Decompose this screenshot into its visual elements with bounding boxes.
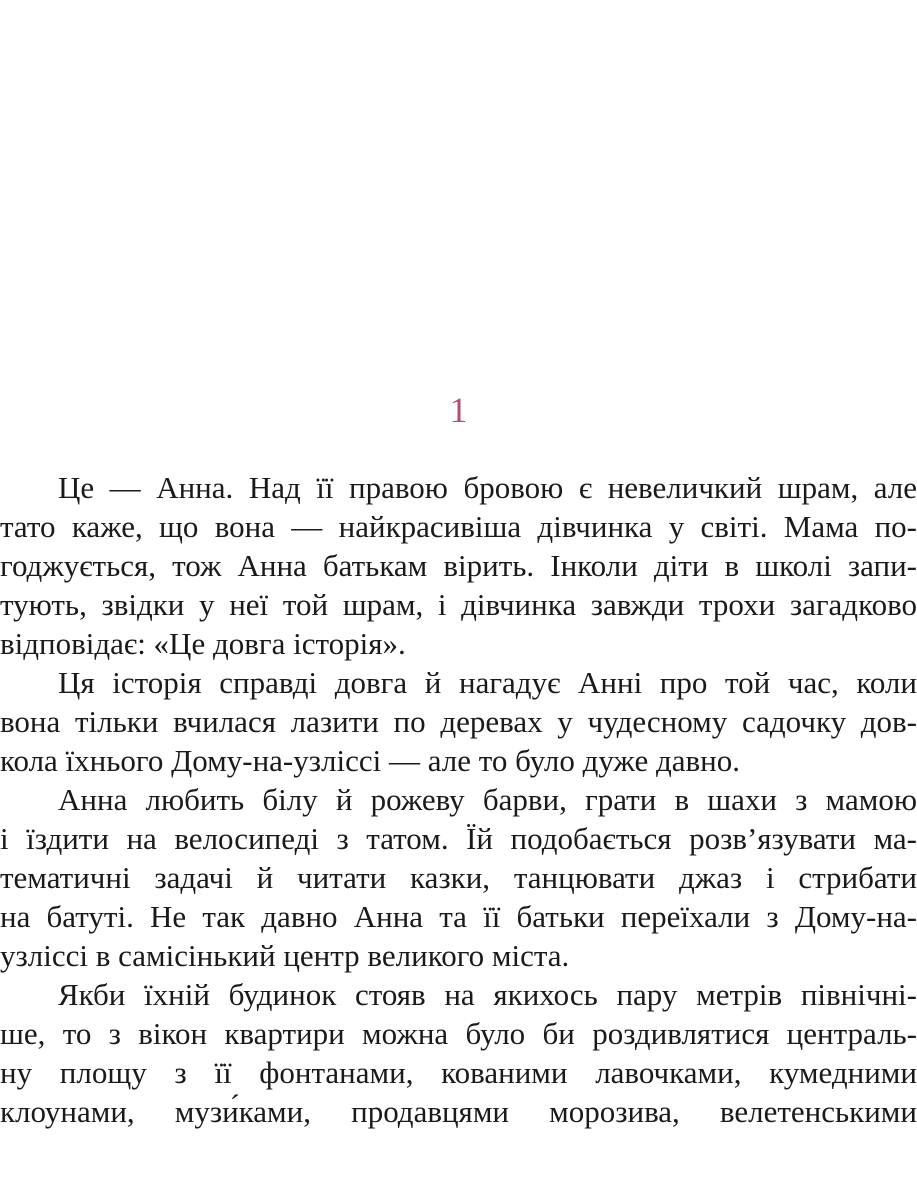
text-line: Анна любить білу й рожеву барви, грати в шахи з мамою: [58, 782, 917, 817]
text-line: тують, звідки у неї той шрам, і дівчинка завжди трохи загадково: [0, 587, 917, 622]
text-line: кола їхнього Дому-на-узліссі — але то було дуже давно.: [0, 743, 740, 778]
text-line: на батуті. Не так давно Анна та її батьки переїхали з Дому-на-: [0, 899, 917, 934]
text-line: ше, то з вікон квартири можна було би роздивлятися централь-: [0, 1016, 917, 1051]
body-text: [0, 468, 917, 1131]
chapter-number: 1: [449, 390, 468, 430]
text-line: тематичні задачі й читати казки, танцювати джаз і стрибати: [0, 860, 917, 895]
text-line: клоунами, музи́ками, продавцями морозива, велетенськими: [0, 1094, 917, 1129]
text-line: Якби їхній будинок стояв на якихось пару метрів північні-: [58, 977, 917, 1012]
text-line: відповідає: «Це довга історія».: [0, 626, 406, 661]
text-line: узліссі в самісінький центр великого міста.: [0, 938, 570, 973]
text-line: і їздити на велосипеді з татом. Їй подобається розв’язувати ма-: [0, 821, 917, 856]
text-line: тато каже, що вона — найкрасивіша дівчинка у світі. Мама по-: [0, 509, 917, 544]
text-line: Це — Анна. Над її правою бровою є невеличкий шрам, але: [58, 470, 917, 505]
text-line: Ця історія справді довга й нагадує Анні про той час, коли: [58, 665, 917, 700]
text-line: годжується, тож Анна батькам вірить. Інколи діти в школі запи-: [0, 548, 917, 583]
text-line: вона тільки вчилася лазити по деревах у чудесному садочку дов-: [0, 704, 917, 739]
text-line: ну площу з її фонтанами, кованими лавочками, кумедними: [0, 1055, 917, 1090]
